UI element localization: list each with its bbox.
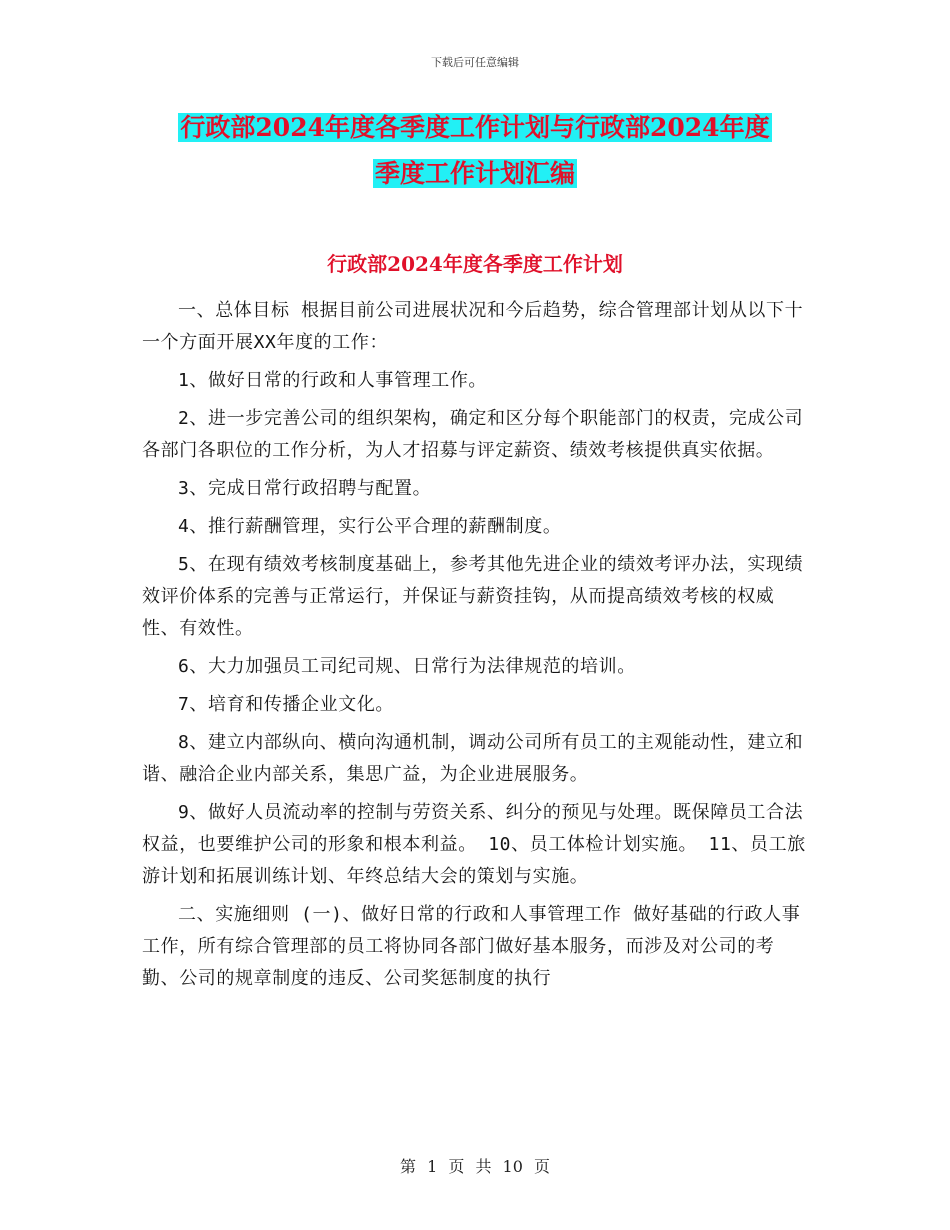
header-note: 下载后可任意编辑 [431, 56, 519, 69]
paragraph-item-5: 5、在现有绩效考核制度基础上，参考其他先进企业的绩效考评办法，实现绩效评价体系的完善与正常运行，并保证与薪资挂钩，从而提高绩效考核的权威性、有效性。 [142, 554, 804, 639]
paragraph-implementation: 二、实施细则 (一)、做好日常的行政和人事管理工作 做好基础的行政人事工作，所有综合管理部的员工将协同各部门做好基本服务，而涉及对公司的考勤、公司的规章制度的违反、公司奖惩制度的执行 [142, 904, 801, 989]
document-title-text-1: 行政部2024年度各季度工作计划与行政部2024年度 [180, 113, 770, 142]
document-title-text-2: 季度工作计划汇编 [374, 159, 575, 188]
document-title-line-2 [0, 156, 950, 192]
paragraph-item-2: 2、进一步完善公司的组织架构，确定和区分每个职能部门的权责，完成公司各部门各职位的工作分析，为人才招募与评定薪资、绩效考核提供真实依据。 [142, 408, 804, 461]
paragraph-general-goal: 一、总体目标 根据目前公司进展状况和今后趋势，综合管理部计划从以下十一个方面开展XX年度的工作： [142, 300, 804, 353]
paragraph-item-1: 1、做好日常的行政和人事管理工作。 [178, 370, 488, 391]
document-body [142, 295, 810, 1001]
section-title: 行政部2024年度各季度工作计划 [327, 252, 623, 276]
paragraph-item-4: 4、推行薪酬管理，实行公平合理的薪酬制度。 [178, 516, 562, 537]
paragraph-item-9-11: 9、做好人员流动率的控制与劳资关系、纠分的预见与处理。既保障员工合法权益，也要维护公司的形象和根本利益。 10、员工体检计划实施。 11、员工旅游计划和拓展训练计划、年终总结大会的策划与实施。 [142, 802, 806, 887]
paragraph-item-3: 3、完成日常行政招聘与配置。 [178, 478, 432, 499]
paragraph-item-6: 6、大力加强员工司纪司规、日常行为法律规范的培训。 [178, 656, 636, 677]
document-title-line-1 [0, 110, 950, 146]
paragraph-item-8: 8、建立内部纵向、横向沟通机制，调动公司所有员工的主观能动性，建立和谐、融洽企业内部关系，集思广益，为企业进展服务。 [142, 732, 804, 785]
page-footer: 第 1 页 共 10 页 [400, 1157, 550, 1176]
paragraph-item-7: 7、培育和传播企业文化。 [178, 694, 395, 715]
